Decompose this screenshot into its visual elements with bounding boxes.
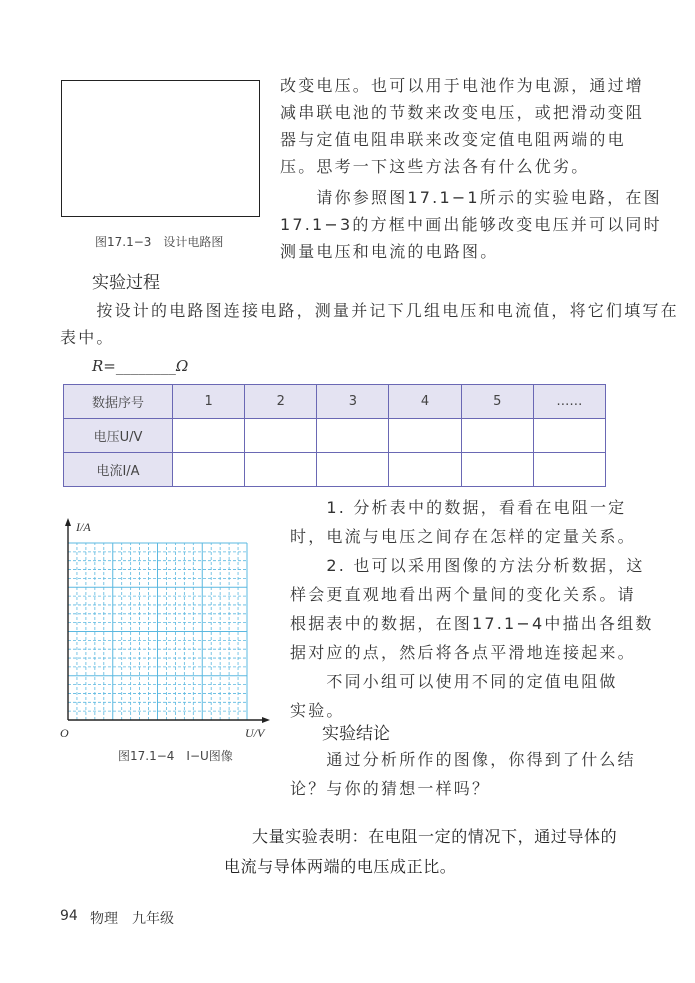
summary-statement — [224, 822, 644, 882]
text-line: 改变电压。也可以用于电池作为电源，通过增 — [280, 76, 645, 95]
table-cell[interactable] — [533, 453, 605, 487]
x-axis-arrow-icon — [262, 717, 270, 723]
table-header-cell: 2 — [245, 385, 317, 419]
top-paragraph — [280, 72, 662, 265]
text-line: 按设计的电路图连接电路，测量并记下几组电压和电流值，将它们填写在 — [60, 301, 679, 320]
text-line: 实验。 — [290, 701, 345, 720]
table-cell[interactable] — [245, 419, 317, 453]
table-row — [64, 453, 606, 487]
table-cell[interactable] — [461, 453, 533, 487]
text-line: 通过分析所作的图像，你得到了什么结 — [290, 750, 636, 769]
summary-line: 大量实验表明：在电阻一定的情况下，通过导体的 — [252, 827, 618, 846]
resistance-text: R=________Ω — [92, 357, 189, 375]
table-cell[interactable] — [317, 419, 389, 453]
text-line: 论？与你的猜想一样吗？ — [290, 779, 491, 798]
text-line: 压。思考一下这些方法各有什么优劣。 — [280, 157, 590, 176]
figure-17-1-4-caption: 图17.1−4 I−U图像 — [118, 749, 233, 763]
y-axis-arrow-icon — [65, 518, 71, 526]
figure-17-1-3-caption: 图17.1−3 设计电路图 — [95, 235, 224, 249]
iu-graph — [55, 515, 280, 745]
table-header-cell: 数据序号 — [64, 385, 173, 419]
section-heading-conclusion: 实验结论 — [322, 724, 390, 744]
process-paragraph — [60, 297, 679, 351]
resistance-label — [92, 357, 188, 375]
table-header-row — [64, 385, 606, 419]
data-table — [63, 384, 606, 487]
summary-line: 电流与导体两端的电压成正比。 — [224, 857, 457, 876]
table-row-label: 电流I/A — [64, 453, 173, 487]
section-heading-process: 实验过程 — [92, 273, 160, 293]
table-header-cell: 4 — [389, 385, 461, 419]
text-line: 时，电流与电压之间存在怎样的定量关系。 — [290, 527, 636, 546]
conclusion-paragraph — [290, 745, 636, 803]
x-axis-label: U/V — [245, 726, 265, 740]
table-header-cell: 5 — [461, 385, 533, 419]
text-line: 样会更直观地看出两个量间的变化关系。请 — [290, 585, 636, 604]
text-line: 根据表中的数据，在图17.1−4中描出各组数 — [290, 614, 654, 633]
text-line: 测量电压和电流的电路图。 — [280, 242, 499, 261]
circuit-design-box — [61, 80, 260, 217]
table-row-label: 电压U/V — [64, 419, 173, 453]
text-line: 器与定值电阻串联来改变定值电阻两端的电 — [280, 130, 626, 149]
table-cell[interactable] — [245, 453, 317, 487]
table-cell[interactable] — [533, 419, 605, 453]
text-line: 17.1−3的方框中画出能够改变电压并可以同时 — [280, 215, 662, 234]
text-line: 请你参照图17.1−1所示的实验电路，在图 — [280, 188, 662, 207]
table-cell[interactable] — [461, 419, 533, 453]
text-line: 据对应的点，然后将各点平滑地连接起来。 — [290, 643, 636, 662]
table-cell[interactable] — [173, 453, 245, 487]
text-line: 表中。 — [60, 328, 115, 347]
table-row — [64, 419, 606, 453]
table-cell[interactable] — [389, 453, 461, 487]
table-header-cell: …… — [533, 385, 605, 419]
text-line: 2. 也可以采用图像的方法分析数据，这 — [290, 556, 645, 575]
y-axis-label: I/A — [76, 520, 91, 534]
table-header-cell: 1 — [173, 385, 245, 419]
table-cell[interactable] — [173, 419, 245, 453]
book-title: 物理 九年级 — [90, 911, 174, 927]
origin-label: O — [60, 726, 69, 740]
text-line: 不同小组可以使用不同的定值电阻做 — [290, 672, 618, 691]
table-cell[interactable] — [389, 419, 461, 453]
page-number: 94 — [60, 908, 78, 924]
table-cell[interactable] — [317, 453, 389, 487]
table-header-cell: 3 — [317, 385, 389, 419]
analysis-paragraph — [290, 493, 654, 725]
text-line: 1. 分析表中的数据，看看在电阻一定 — [290, 498, 627, 517]
text-line: 减串联电池的节数来改变电压，或把滑动变阻 — [280, 103, 645, 122]
